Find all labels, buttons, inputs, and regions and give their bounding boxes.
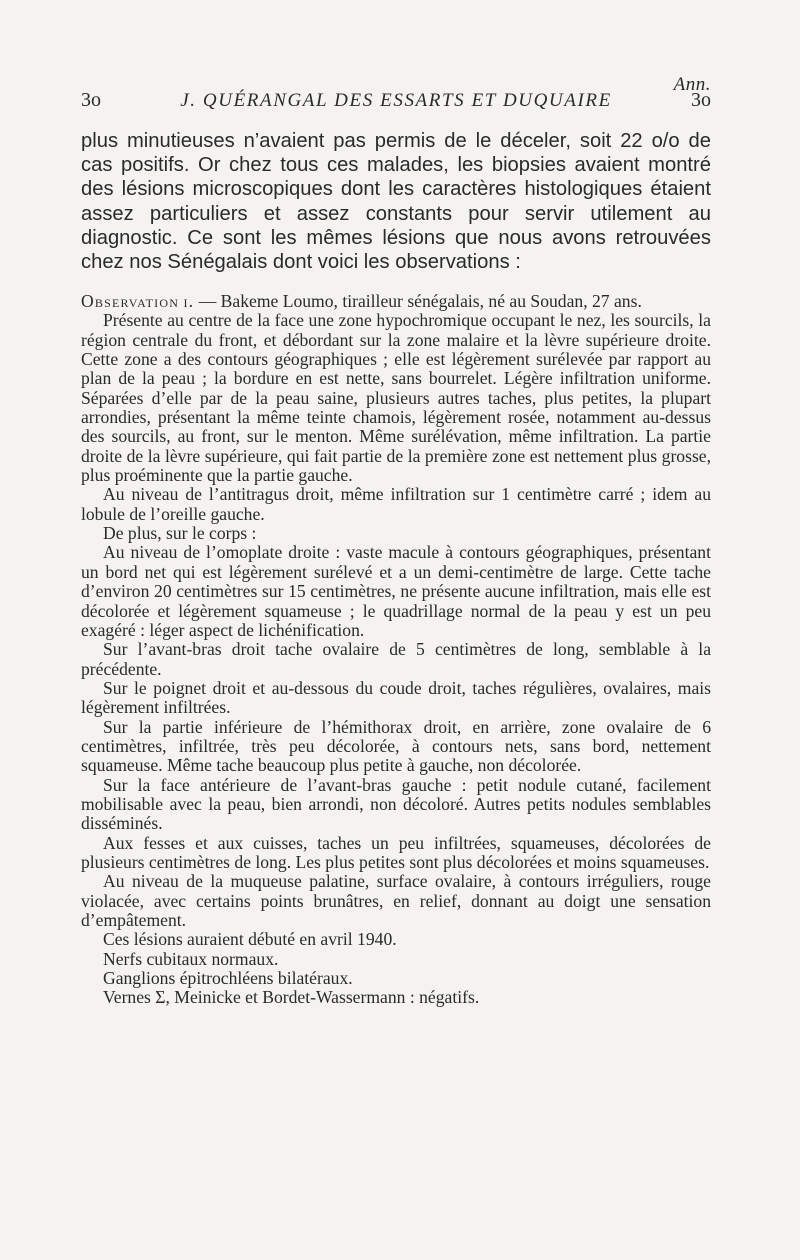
observation-label: Observation [81,291,180,311]
observation-paragraph: Sur le poignet droit et au-dessous du coude droit, taches régulières, ovalaires, mais légèrement infiltrées. [81,677,711,718]
observation-paragraph: Aux fesses et aux cuisses, taches un peu infiltrées, squameuses, décolorées de plusieurs centimètres de long. Les plus petites sont plus décolorées et moins squameuses. [81,832,711,872]
observation-paragraph: Ces lésions auraient débuté en avril 1940. [103,929,397,950]
observation-paragraph: Vernes Σ, Meinicke et Bordet-Wassermann : négatifs. [103,987,480,1008]
observation-paragraph: Sur l’avant-bras droit tache ovalaire de 5 centimètres de long, semblable à la précédente. [81,639,711,679]
observation-paragraph: Au niveau de l’omoplate droite : vaste macule à contours géographiques, présentant un bord net qui est légèrement surélevé et a un demi-centimètre de large. Cette tache d’environ 20 centimètres sur 15 centimètres, ne présente aucune infiltration, mais elle est décolorée et légèrement squameuse ; le quadrillage normal de la peau y est un peu exagéré : léger aspect de lichénification. [81,542,711,640]
observation-number: i. [183,291,195,311]
observation-paragraph: Ganglions épitrochléens bilatéraux. [103,968,353,989]
observation-paragraph: Présente au centre de la face une zone hypochromique occupant le nez, les sourcils, la région centrale du front, et débordant sur la zone malaire et la lèvre supérieure droite. Cette zone a des contours géographiques ; elle est légèrement surélevée par rapport au plan de la peau ; la bordure en est nette, sans bourrelet. Légère infiltration uniforme. Séparées d’elle par de la peau saine, plusieurs autres taches, plus petites, la plupart arrondies, présentant la même teinte chamois, légèrement rosée, notamment au-dessus des sourcils, au front, sur le menton. Même surélévation, même infiltration. La partie droite de la lèvre supérieure, qui fait partie de la première zone est nettement plus grosse, plus proéminente que la partie gauche. [81,310,711,486]
observation-paragraph: Nerfs cubitaux normaux. [103,948,279,969]
annotation-note: Ann. [673,74,711,95]
observation-paragraph: Sur la face antérieure de l’avant-bras gauche : petit nodule cutané, facilement mobilisable avec la peau, bien arrondi, non décoloré. Autres petits nodules semblables disséminés. [81,774,711,834]
observation-section [81,292,711,1008]
running-title: J. QUÉRANGAL DES ESSARTS ET DUQUAIRE [180,90,612,111]
observation-heading [81,292,711,311]
observation-paragraph: Au niveau de la muqueuse palatine, surface ovalaire, à contours irréguliers, rouge violacée, avec certains points brunâtres, en relief, donnant au doigt une sensation d’empâtement. [81,871,711,930]
observation-title: — Bakeme Loumo, tirailleur sénégalais, né au Soudan, 27 ans. [198,291,642,311]
page-number-left: 3o [81,89,101,111]
running-header [81,89,711,112]
observation-paragraph: De plus, sur le corps : [103,523,257,544]
observation-paragraph: Au niveau de l’antitragus droit, même infiltration sur 1 centimètre carré ; idem au lobule de l’oreille gauche. [81,484,711,524]
intro-paragraph: plus minutieuses n’avaient pas permis de le déceler, soit 22 o/o de cas positifs. Or chez tous ces malades, les biopsies avaient montré des lésions microscopiques dont les caractères histologiques étaient assez particuliers et assez constants pour servir utilement au diagnostic. Ce sont les mêmes lésions que nous avons retrouvées chez nos Sénégalais dont voici les observations : [81,130,711,274]
observation-paragraph: Sur la partie inférieure de l’hémithorax droit, en arrière, zone ovalaire de 6 centimètres, infiltrée, très peu décolorée, à contours nets, sans bord, nettement squameuse. Même tache beaucoup plus petite à gauche, non décolorée. [81,716,711,776]
page-number-right: 3o [691,89,711,111]
